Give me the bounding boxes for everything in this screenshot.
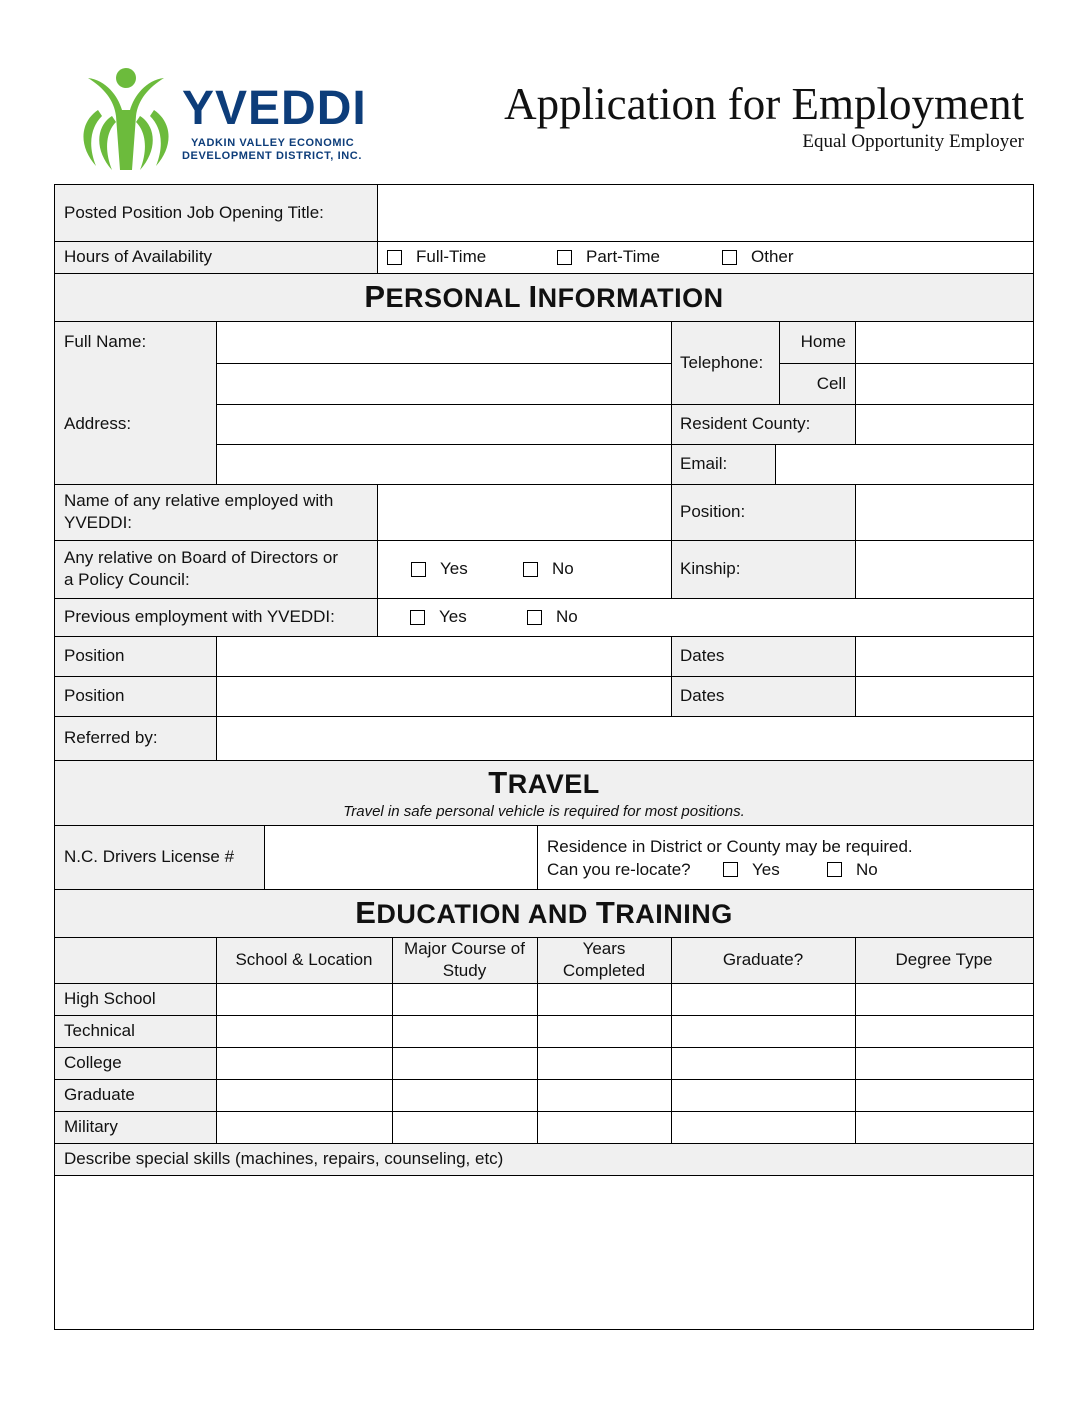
full-time-option[interactable]: Full-Time	[387, 241, 486, 273]
education-input-cell[interactable]	[216, 983, 392, 1015]
education-input-cell[interactable]	[392, 1079, 537, 1111]
travel-note: Travel in safe personal vehicle is required for most positions.	[343, 803, 745, 820]
relocate-question: Can you re-locate?	[547, 860, 691, 879]
relocate-yes-option[interactable]: Yes	[723, 858, 827, 881]
page-subtitle: Equal Opportunity Employer	[802, 131, 1024, 152]
education-input-cell[interactable]	[855, 1047, 1033, 1079]
education-training-heading: EDUCATION AND TRAINING	[55, 889, 1033, 937]
previous-position-2-label: Position	[55, 676, 216, 716]
previous-employment-no-option[interactable]: No	[527, 598, 578, 636]
relative-board-label: Any relative on Board of Directors or a Policy Council:	[55, 540, 377, 598]
kinship-label: Kinship:	[671, 540, 855, 598]
previous-dates-2-input[interactable]	[855, 676, 1033, 716]
education-corner-cell	[55, 937, 216, 983]
column-years-completed: Years Completed	[537, 937, 671, 983]
row-military-label: Military	[55, 1111, 216, 1143]
other-option[interactable]: Other	[722, 241, 794, 273]
travel-heading: TRAVEL Travel in safe personal vehicle is required for most positions.	[55, 760, 1033, 825]
education-input-cell[interactable]	[537, 983, 671, 1015]
education-input-cell[interactable]	[216, 1079, 392, 1111]
education-input-cell[interactable]	[671, 983, 855, 1015]
page-title: Application for Employment	[504, 79, 1024, 129]
address-label: Address:	[55, 363, 216, 484]
relative-board-no-option[interactable]: No	[523, 540, 574, 598]
relocate-no-option[interactable]: No	[827, 858, 878, 881]
logo-line-1: YADKIN VALLEY ECONOMIC	[191, 137, 355, 149]
home-phone-label: Home	[779, 321, 855, 363]
education-input-cell[interactable]	[855, 1015, 1033, 1047]
previous-employment-yes-option[interactable]: Yes	[410, 598, 467, 636]
education-input-cell[interactable]	[671, 1015, 855, 1047]
education-input-cell[interactable]	[855, 1111, 1033, 1143]
previous-position-2-input[interactable]	[216, 676, 671, 716]
drivers-license-input[interactable]	[264, 825, 537, 889]
education-input-cell[interactable]	[216, 1015, 392, 1047]
education-input-cell[interactable]	[392, 983, 537, 1015]
resident-county-label: Resident County:	[671, 404, 855, 444]
column-graduate: Graduate?	[671, 937, 855, 983]
previous-employment-label: Previous employment with YVEDDI:	[55, 598, 377, 636]
application-form	[54, 184, 1034, 1330]
logo-wordmark: YVEDDI	[182, 82, 367, 135]
row-college-label: College	[55, 1047, 216, 1079]
education-input-cell[interactable]	[855, 1079, 1033, 1111]
email-label: Email:	[671, 444, 775, 484]
relative-employed-label: Name of any relative employed with YVEDDI:	[55, 484, 377, 540]
residence-note: Residence in District or County may be required.	[547, 837, 913, 856]
row-graduate-label: Graduate	[55, 1079, 216, 1111]
education-input-cell[interactable]	[537, 1111, 671, 1143]
previous-position-1-label: Position	[55, 636, 216, 676]
relative-board-yes-option[interactable]: Yes	[411, 540, 468, 598]
special-skills-label: Describe special skills (machines, repairs, counseling, etc)	[55, 1143, 1033, 1175]
page-header	[504, 78, 1024, 154]
relative-position-input[interactable]	[855, 484, 1033, 540]
relative-board-no-checkbox[interactable]	[523, 562, 538, 577]
address-line-2-input[interactable]	[216, 404, 671, 444]
education-input-cell[interactable]	[671, 1047, 855, 1079]
email-input[interactable]	[775, 444, 1033, 484]
column-major-course: Major Course of Study	[392, 937, 537, 983]
education-input-cell[interactable]	[537, 1047, 671, 1079]
full-time-checkbox[interactable]	[387, 250, 402, 265]
referred-by-label: Referred by:	[55, 716, 216, 760]
previous-dates-2-label: Dates	[671, 676, 855, 716]
relative-employed-input[interactable]	[377, 484, 671, 540]
previous-dates-1-label: Dates	[671, 636, 855, 676]
relative-board-yes-checkbox[interactable]	[411, 562, 426, 577]
relocate-yes-checkbox[interactable]	[723, 862, 738, 877]
education-input-cell[interactable]	[392, 1015, 537, 1047]
previous-dates-1-input[interactable]	[855, 636, 1033, 676]
education-input-cell[interactable]	[537, 1079, 671, 1111]
relative-position-label: Position:	[671, 484, 855, 540]
previous-position-1-input[interactable]	[216, 636, 671, 676]
referred-by-input[interactable]	[216, 716, 1033, 760]
education-input-cell[interactable]	[855, 983, 1033, 1015]
education-input-cell[interactable]	[671, 1111, 855, 1143]
other-checkbox[interactable]	[722, 250, 737, 265]
address-line-3-input[interactable]	[216, 444, 671, 484]
logo-line-2: DEVELOPMENT DISTRICT, INC.	[182, 150, 362, 162]
education-input-cell[interactable]	[216, 1111, 392, 1143]
education-input-cell[interactable]	[392, 1047, 537, 1079]
education-input-cell[interactable]	[537, 1015, 671, 1047]
home-phone-input[interactable]	[855, 321, 1033, 363]
previous-employment-yes-checkbox[interactable]	[410, 610, 425, 625]
relocate-block	[547, 835, 913, 881]
full-name-input[interactable]	[216, 321, 671, 363]
job-title-input[interactable]	[377, 185, 1033, 241]
column-school-location: School & Location	[216, 937, 392, 983]
row-high-school-label: High School	[55, 983, 216, 1015]
cell-phone-label: Cell	[779, 363, 855, 404]
address-line-1-input[interactable]	[216, 363, 671, 404]
row-technical-label: Technical	[55, 1015, 216, 1047]
resident-county-input[interactable]	[855, 404, 1033, 444]
previous-employment-no-checkbox[interactable]	[527, 610, 542, 625]
drivers-license-label: N.C. Drivers License #	[55, 825, 264, 889]
education-input-cell[interactable]	[392, 1111, 537, 1143]
cell-phone-input[interactable]	[855, 363, 1033, 404]
column-degree-type: Degree Type	[855, 937, 1033, 983]
yveddi-logo	[76, 66, 366, 176]
kinship-input[interactable]	[855, 540, 1033, 598]
telephone-label: Telephone:	[671, 321, 779, 404]
part-time-option[interactable]: Part-Time	[557, 241, 660, 273]
hours-label: Hours of Availability	[55, 241, 377, 273]
job-title-label: Posted Position Job Opening Title:	[55, 185, 377, 241]
education-input-cell[interactable]	[671, 1079, 855, 1111]
education-input-cell[interactable]	[216, 1047, 392, 1079]
part-time-checkbox[interactable]	[557, 250, 572, 265]
special-skills-textarea[interactable]	[55, 1175, 1033, 1329]
personal-information-heading: PERSONAL INFORMATION	[55, 273, 1033, 321]
full-name-label: Full Name:	[55, 321, 216, 363]
relocate-no-checkbox[interactable]	[827, 862, 842, 877]
